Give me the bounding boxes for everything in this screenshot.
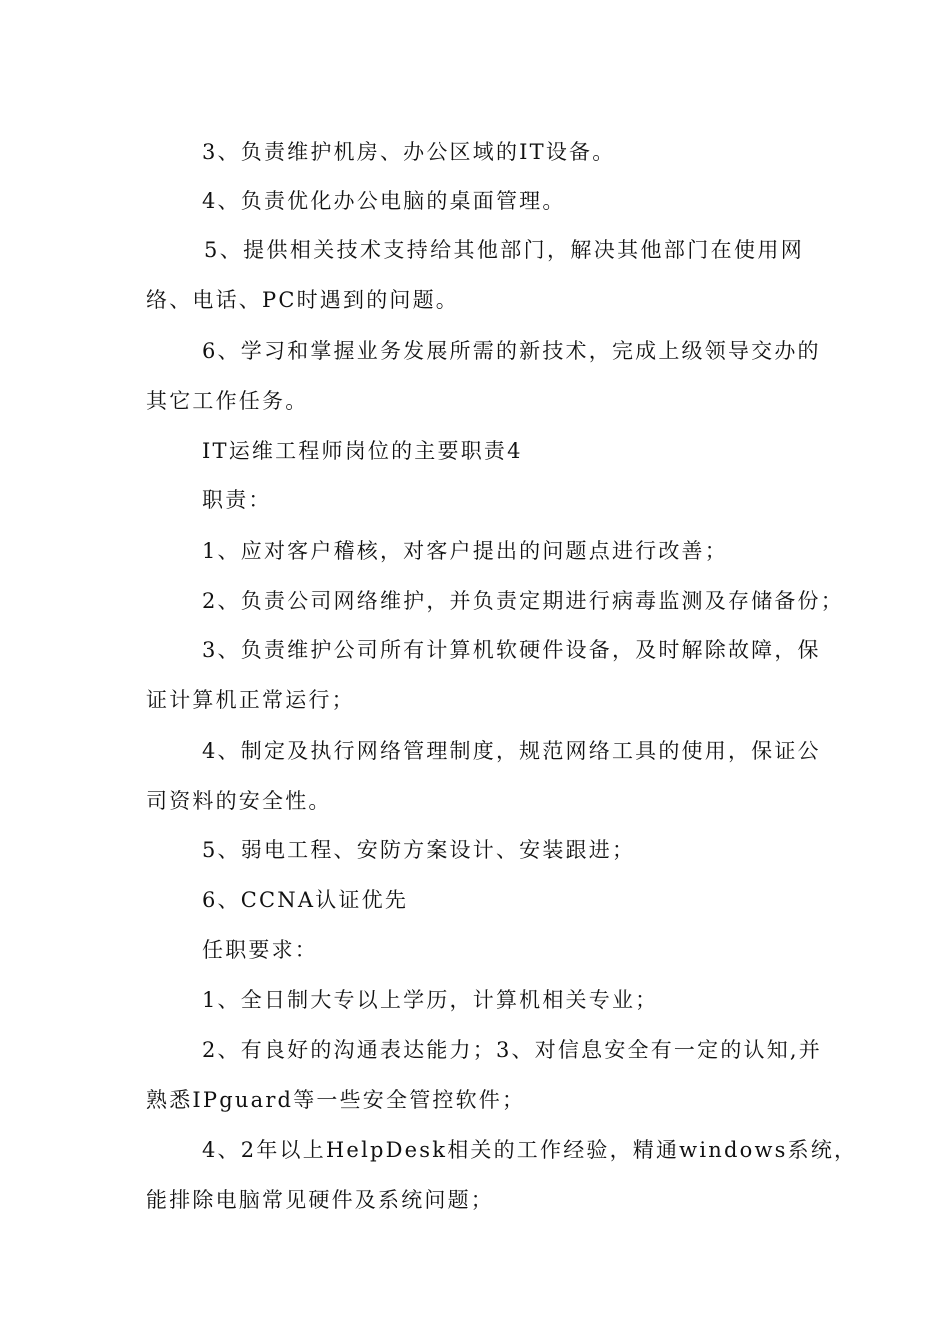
paragraph-line: 能排除电脑常见硬件及系统问题； (146, 1188, 494, 1212)
paragraph-line: 6、学习和掌握业务发展所需的新技术，完成上级领导交办的 (202, 339, 821, 363)
paragraph-line: 3、负责维护公司所有计算机软硬件设备，及时解除故障，保 (202, 638, 821, 662)
paragraph-line: 司资料的安全性。 (146, 789, 332, 813)
section-heading: IT运维工程师岗位的主要职责4 (202, 439, 523, 463)
paragraph-line: 5、弱电工程、安防方案设计、安装跟进； (202, 838, 636, 862)
paragraph-line: 络、电话、PC时遇到的问题。 (146, 288, 459, 312)
paragraph-line: 5、提供相关技术支持给其他部门，解决其他部门在使用网 (204, 238, 804, 262)
paragraph-line: 2、有良好的沟通表达能力；3、对信息安全有一定的认知,并 (202, 1038, 822, 1062)
paragraph-line: 其它工作任务。 (146, 389, 309, 413)
paragraph-line: 职责： (202, 488, 272, 512)
paragraph-line: 3、负责维护机房、办公区域的IT设备。 (202, 140, 616, 164)
paragraph-line: 1、应对客户稽核，对客户提出的问题点进行改善； (202, 539, 728, 563)
paragraph-line: 证计算机正常运行； (146, 688, 355, 712)
paragraph-line: 2、负责公司网络维护，并负责定期进行病毒监测及存储备份； (202, 589, 844, 613)
paragraph-line: 4、负责优化办公电脑的桌面管理。 (202, 189, 566, 213)
paragraph-line: 6、CCNA认证优先 (202, 888, 409, 912)
paragraph-line: 熟悉IPguard等一些安全管控软件； (146, 1088, 526, 1112)
paragraph-line: 任职要求： (202, 938, 318, 962)
paragraph-line: 4、制定及执行网络管理制度，规范网络工具的使用，保证公 (202, 739, 821, 763)
paragraph-line: 1、全日制大专以上学历，计算机相关专业； (202, 988, 659, 1012)
paragraph-line: 4、2年以上HelpDesk相关的工作经验，精通windows系统， (202, 1138, 858, 1162)
